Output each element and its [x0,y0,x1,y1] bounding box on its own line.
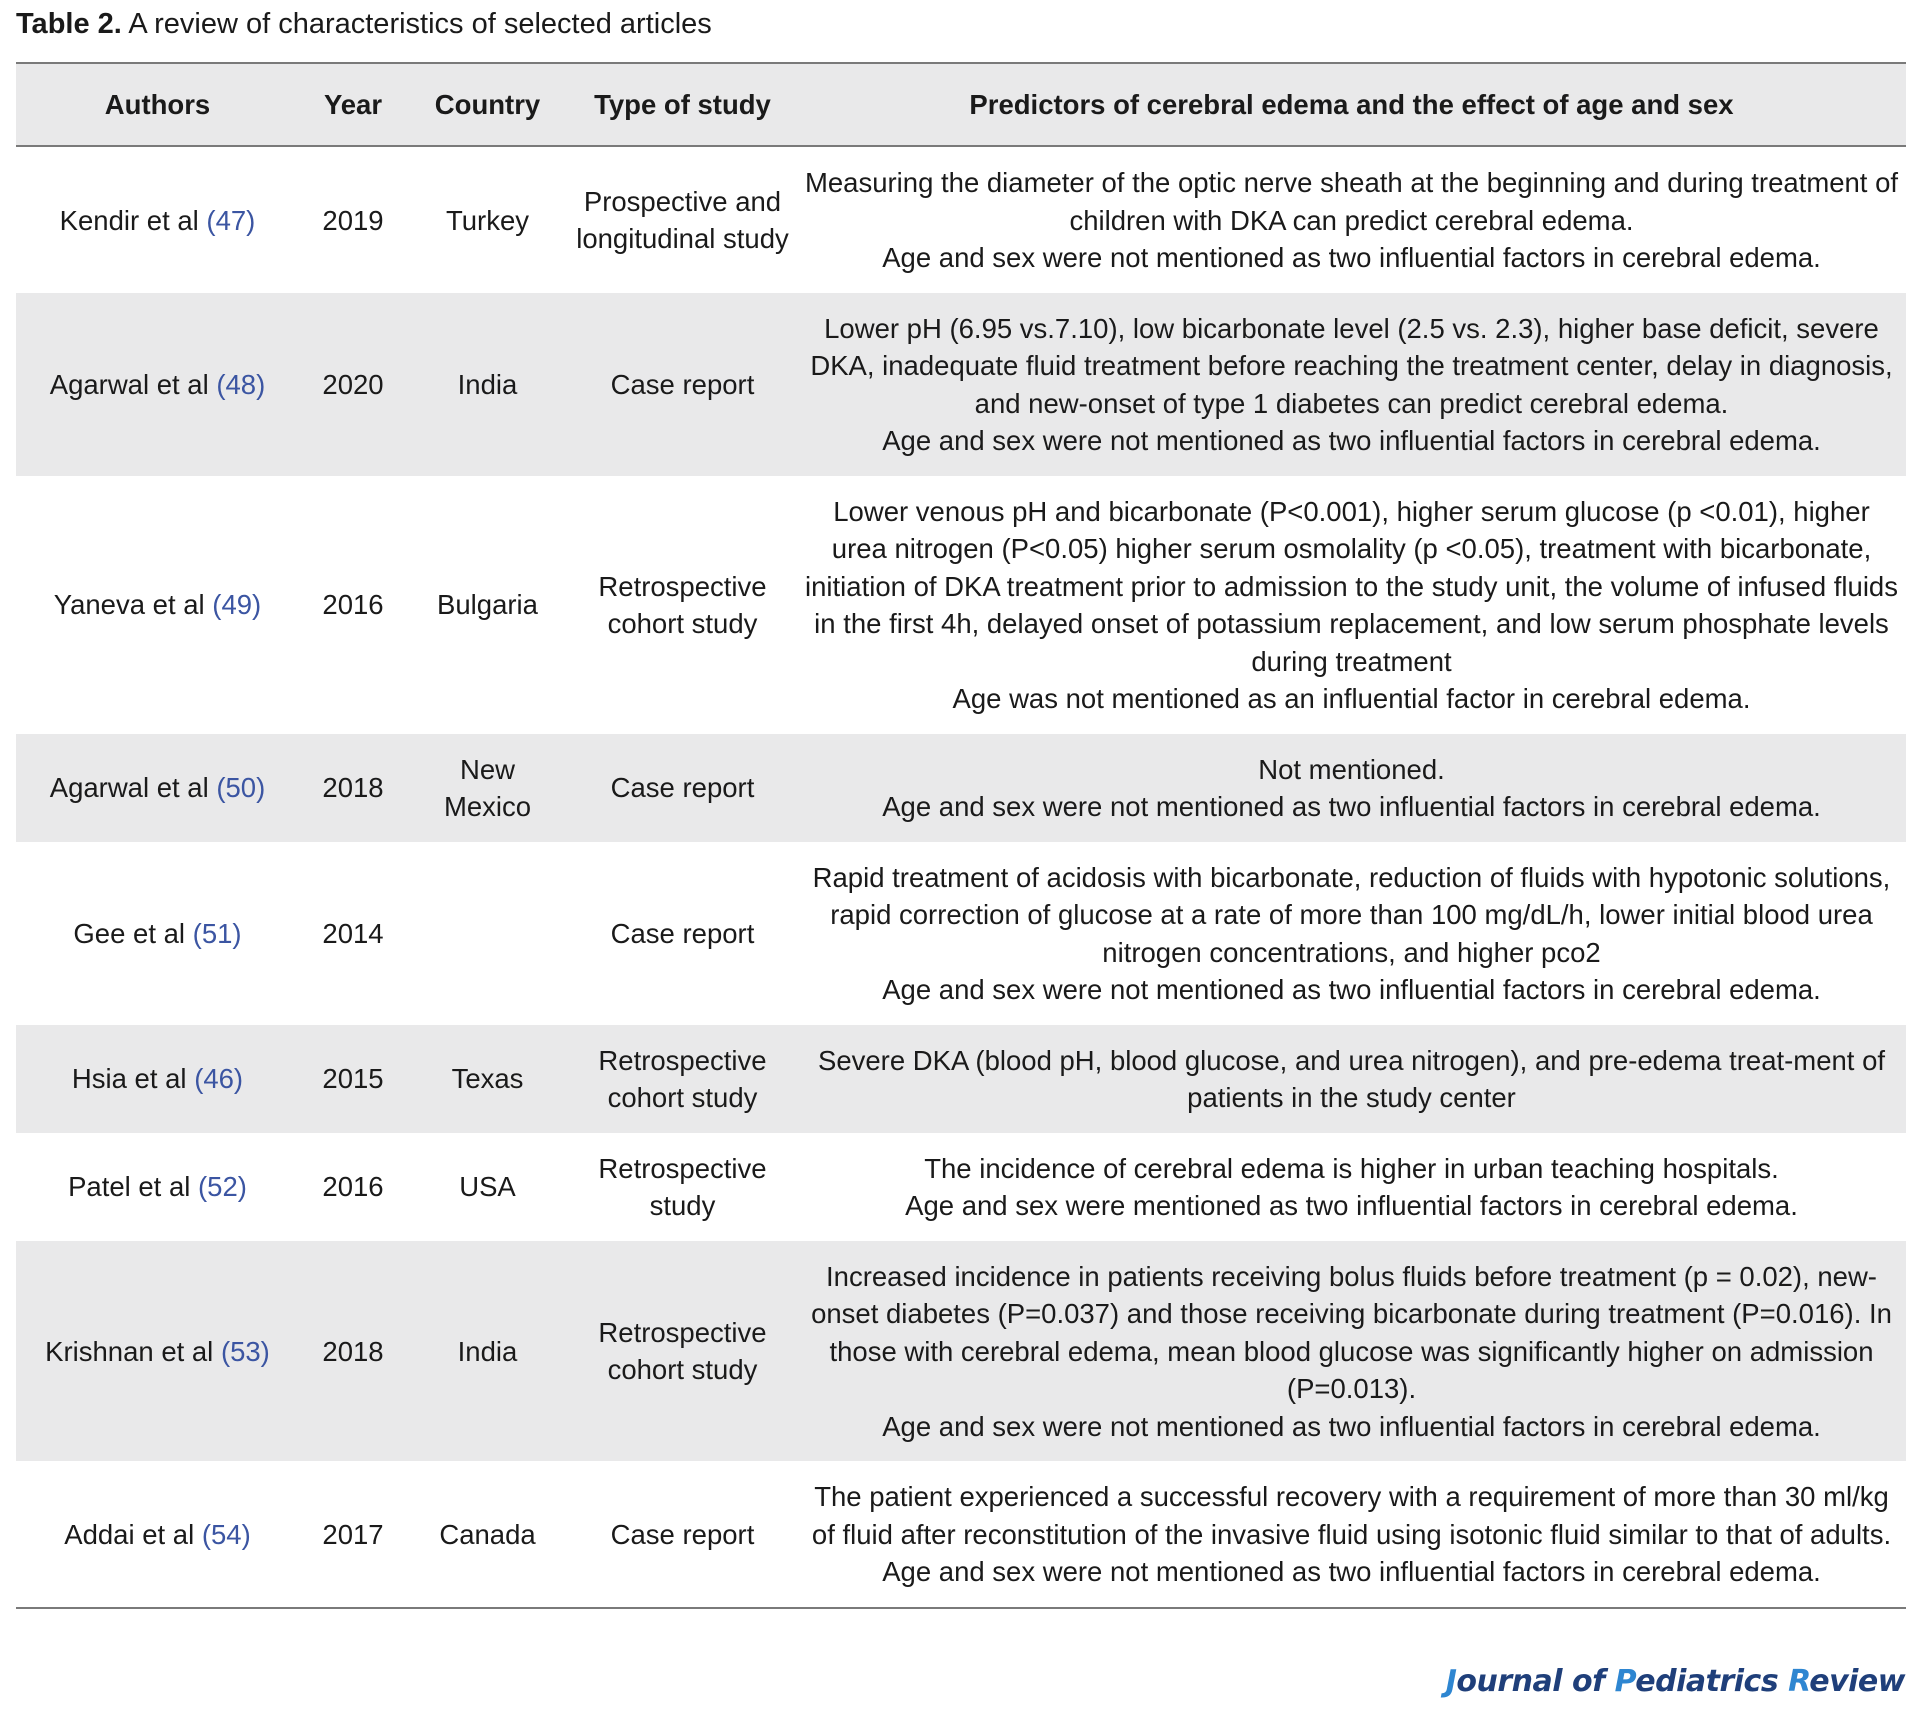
finding-text: The patient experienced a successful recovery with a requirement of more than 30 ml/kg of fluid after reconstitution of the invasive fluid using isotonic fluid similar to that of adults. [811,1481,1892,1550]
cell-year: 2018 [299,1241,407,1462]
finding-text: Age and sex were mentioned as two influential factors in cerebral edema. [905,1190,1798,1221]
reference-link[interactable]: (51) [192,917,242,949]
cell-predictors [797,734,1906,842]
author-name: Krishnan et al [45,1335,214,1367]
reference-link[interactable]: (52) [198,1171,247,1203]
finding-text: Age and sex were not mentioned as two influential factors in cerebral edema. [882,791,1821,822]
cell-author [16,293,299,476]
logo-text: R [1788,1664,1810,1699]
review-table [16,62,1906,1609]
cell-predictors [797,476,1906,734]
author-name: Gee et al [73,917,186,949]
reference-link[interactable]: (53) [220,1335,270,1367]
finding-text: Rapid treatment of acidosis with bicarbonate, reduction of fluids with hypotonic solutions, rapid correction of glucose at a rate of more than 100 mg/dL/h, lower initial blood urea nitrogen concentrations, and higher pco2 [812,861,1891,968]
cell-country: India [407,293,568,476]
cell-year: 2017 [322,1518,384,1550]
author-name: Yaneva et al [53,589,205,621]
author-name: Addai et al [64,1518,195,1550]
header-authors: Authors [16,63,299,146]
cell-study-type: Prospective and longitudinal study [576,185,789,255]
author-name: Agarwal et al [49,368,209,400]
finding-text: The incidence of cerebral edema is higher in urban teaching hospitals. [924,1152,1779,1184]
cell-author [16,1025,299,1133]
cell-year: 2016 [322,589,384,621]
finding-text: Severe DKA (blood pH, blood glucose, and urea nitrogen), and pre-edema treat-ment of patients in the study center [817,1044,1886,1113]
cell-predictors [797,1241,1906,1462]
cell-predictors [797,1461,1906,1608]
table-row [16,842,1906,1025]
table-body [16,146,1906,1608]
logo-text: eview [1809,1664,1905,1699]
finding-text: Measuring the diameter of the optic nerve sheath at the beginning and during treatment of children with DKA can predict cerebral edema. [804,167,1899,236]
cell-study-type: Retrospective cohort study [568,1025,797,1133]
cell-predictors [797,842,1906,1025]
cell-country: USA [459,1171,516,1203]
header-type-of-study: Type of study [568,63,797,146]
finding-text: Age and sex were not mentioned as two influential factors in cerebral edema. [882,1556,1821,1587]
logo-text: P [1614,1664,1636,1699]
cell-country: Bulgaria [437,589,538,621]
author-name: Kendir et al [59,204,199,236]
cell-year: 2018 [299,734,407,842]
header-year: Year [299,63,407,146]
cell-year: 2014 [322,917,384,949]
finding-text: Increased incidence in patients receiving bolus fluids before treatment (p = 0.02), new-onset diabetes (P=0.037) and those receiving bicarbonate during treatment (P=0.016). In those with cerebral edema, mean blood glucose was significantly higher on admission (P=0.013). [811,1260,1892,1404]
reference-link[interactable]: (54) [201,1518,251,1550]
author-name: Hsia et al [71,1063,187,1095]
logo-text: J [1445,1664,1457,1699]
table-row [16,146,1906,293]
cell-predictors [797,1133,1906,1241]
table-row [16,1133,1906,1241]
cell-country [407,842,568,1025]
cell-study-type: Case report [568,734,797,842]
cell-study-type: Retrospective cohort study [598,570,767,639]
author-name: Agarwal et al [49,772,209,804]
cell-author [16,146,299,293]
caption-label: Table 2. [16,8,122,40]
finding-text: Age was not mentioned as an influential factor in cerebral edema. [952,683,1751,714]
table-row [16,293,1906,476]
finding-text: Age and sex were not mentioned as two influential factors in cerebral edema. [882,425,1821,456]
logo-text: ournal of [1456,1664,1615,1699]
journal-logo [1446,1664,1905,1699]
finding-text: Lower venous pH and bicarbonate (P<0.001), higher serum glucose (p <0.01), higher urea nitrogen (P<0.05) higher serum osmolality (p <0.05), treatment with bicarbonate, initiation of DKA treatment prior to admission to the study unit, the volume of infused fluids in the first 4h, delayed onset of potassium replacement, and low serum phosphate levels during treatment [805,495,1898,677]
table-header-row [16,63,1906,146]
reference-link[interactable]: (48) [216,368,266,400]
cell-study-type: Case report [610,1518,755,1550]
cell-predictors [797,293,1906,476]
cell-author [16,842,299,1025]
logo-text: ediatrics [1635,1664,1789,1699]
cell-study-type: Retrospective study [598,1152,767,1221]
cell-year: 2016 [322,1171,384,1203]
cell-study-type: Case report [610,917,755,949]
table-row [16,476,1906,734]
finding-text: Age and sex were not mentioned as two influential factors in cerebral edema. [882,242,1821,273]
cell-study-type: Case report [568,293,797,476]
table-row [16,1025,1906,1133]
finding-text: Age and sex were not mentioned as two influential factors in cerebral edema. [882,974,1821,1005]
cell-author [16,1461,299,1608]
table-row [16,1241,1906,1462]
reference-link[interactable]: (49) [212,589,262,621]
cell-author [16,1241,299,1462]
cell-predictors [797,1025,1906,1133]
author-name: Patel et al [68,1171,191,1203]
caption-text: A review of characteristics of selected articles [128,8,712,40]
cell-author [16,734,299,842]
cell-author [16,1133,299,1241]
header-predictors: Predictors of cerebral edema and the effect of age and sex [797,63,1906,146]
header-country: Country [407,63,568,146]
cell-year: 2015 [299,1025,407,1133]
reference-link[interactable]: (50) [216,772,266,804]
reference-link[interactable]: (46) [194,1063,244,1095]
cell-country: Canada [439,1518,536,1550]
cell-author [16,476,299,734]
cell-country: New Mexico [407,734,568,842]
finding-text: Not mentioned. [1258,753,1445,785]
finding-text: Lower pH (6.95 vs.7.10), low bicarbonate level (2.5 vs. 2.3), higher base deficit, severe DKA, inadequate fluid treatment before reaching the treatment center, delay in diagnosis, and new-onset of type 1 diabetes can predict cerebral edema. [810,312,1893,419]
table-row [16,734,1906,842]
cell-study-type: Retrospective cohort study [568,1241,797,1462]
cell-predictors [797,146,1906,293]
cell-year: 2019 [322,204,384,236]
finding-text: Age and sex were not mentioned as two influential factors in cerebral edema. [882,1410,1821,1442]
cell-country: India [407,1241,568,1462]
cell-year: 2020 [299,293,407,476]
reference-link[interactable]: (47) [206,204,256,236]
table-caption [16,4,712,44]
cell-country: Texas [407,1025,568,1133]
cell-country: Turkey [445,204,530,236]
table-row [16,1461,1906,1608]
